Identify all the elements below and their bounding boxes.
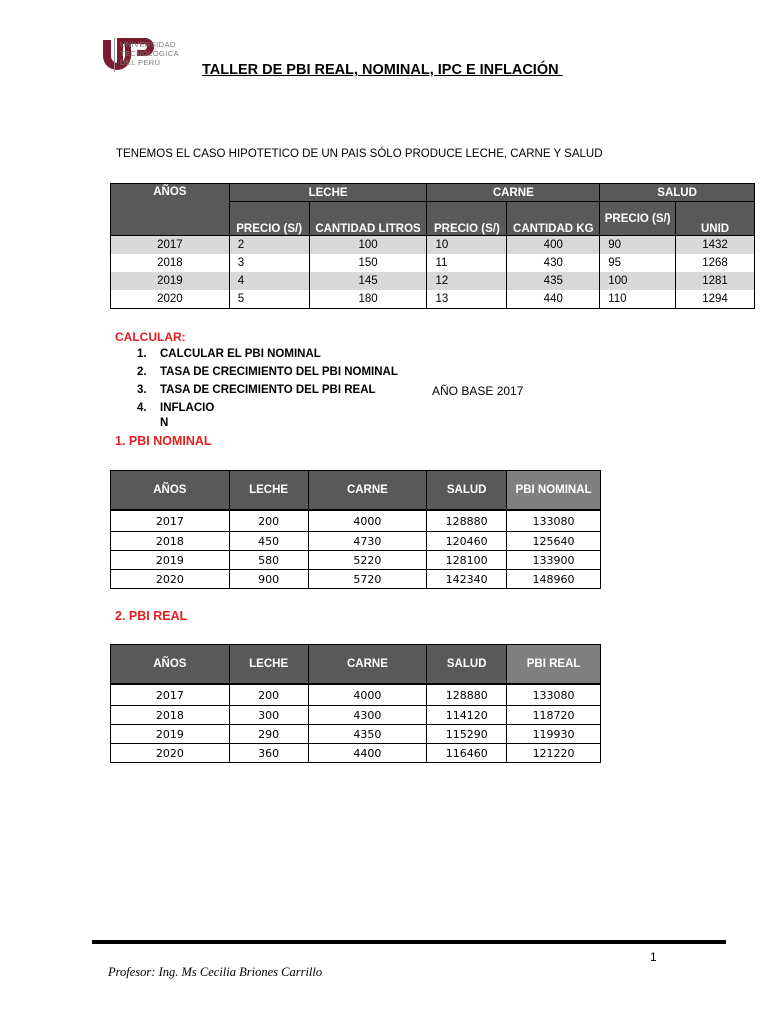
- footer-professor: Profesor: Ing. Ms Cecilia Briones Carrillo: [108, 965, 323, 979]
- cell: 125640: [507, 532, 601, 551]
- cell: 116460: [427, 744, 507, 763]
- cell: 4000: [308, 684, 427, 706]
- cell: 2019: [111, 272, 230, 290]
- table-row: [111, 254, 755, 272]
- header-cell: SALUD: [427, 645, 507, 685]
- cell: 128880: [427, 510, 507, 532]
- cell: 2020: [111, 744, 230, 763]
- cell: 2018: [111, 254, 230, 272]
- footer-rule: [92, 940, 726, 944]
- page-number: 1: [650, 950, 657, 964]
- list-number: 3.: [137, 384, 147, 396]
- cell: 2017: [111, 236, 230, 255]
- cell: 360: [229, 744, 308, 763]
- cell: 1268: [676, 254, 755, 272]
- list-text: N: [160, 417, 169, 429]
- cell: 128880: [427, 684, 507, 706]
- cell: 100: [600, 272, 676, 290]
- cell: 1432: [676, 236, 755, 255]
- cell: 119930: [507, 725, 601, 744]
- calc-list: [137, 348, 398, 435]
- cell: 4000: [308, 510, 427, 532]
- data-table: [110, 183, 755, 309]
- header-cell: AÑOS: [111, 471, 230, 511]
- header-cell: PBI NOMINAL: [507, 471, 601, 511]
- header-cell: CARNE: [308, 645, 427, 685]
- table-row: [111, 744, 601, 763]
- list-number: 1.: [137, 348, 147, 360]
- cell: 145: [309, 272, 427, 290]
- cell: 2018: [111, 532, 230, 551]
- list-number: 2.: [137, 366, 147, 378]
- list-text: CALCULAR EL PBI NOMINAL: [160, 348, 321, 360]
- cell: 2017: [111, 684, 230, 706]
- section-title-real: 2. PBI REAL: [115, 609, 188, 623]
- header-carne: CARNE: [427, 184, 600, 202]
- cell: 290: [229, 725, 308, 744]
- header-cell: AÑOS: [111, 645, 230, 685]
- header-salud: SALUD: [600, 184, 755, 202]
- cell: 95: [600, 254, 676, 272]
- logo-divider: [114, 38, 115, 72]
- table-row: [111, 532, 601, 551]
- real-table: [110, 644, 601, 763]
- cell: 300: [229, 706, 308, 725]
- table-row: [111, 551, 601, 570]
- cell: 3: [229, 254, 309, 272]
- cell: 133900: [507, 551, 601, 570]
- logo-line-3: DEL PERÚ: [120, 58, 161, 67]
- cell: 142340: [427, 570, 507, 589]
- cell: 1281: [676, 272, 755, 290]
- cell: 1294: [676, 290, 755, 309]
- table-row: [111, 236, 755, 255]
- cell: 133080: [507, 684, 601, 706]
- table-row: [111, 290, 755, 309]
- cell: 4400: [308, 744, 427, 763]
- list-text: INFLACIO: [160, 402, 215, 414]
- cell: 180: [309, 290, 427, 309]
- list-item: [137, 366, 398, 384]
- calc-title: CALCULAR:: [115, 330, 186, 344]
- sub-header: PRECIO (S/): [600, 202, 676, 236]
- sub-header: PRECIO (S/): [427, 202, 507, 236]
- intro-text: TENEMOS EL CASO HIPOTETICO DE UN PAIS SÓLO PRODUCE LECHE, CARNE Y SALUD: [116, 148, 603, 160]
- header-cell: LECHE: [229, 645, 308, 685]
- header-cell: SALUD: [427, 471, 507, 511]
- cell: 2: [229, 236, 309, 255]
- sub-header: CANTIDAD LITROS: [309, 202, 427, 236]
- cell: 900: [229, 570, 308, 589]
- list-text: TASA DE CRECIMIENTO DEL PBI REAL: [160, 384, 376, 396]
- cell: 4730: [308, 532, 427, 551]
- list-number: 4.: [137, 402, 147, 414]
- cell: 200: [229, 684, 308, 706]
- cell: 148960: [507, 570, 601, 589]
- cell: 2017: [111, 510, 230, 532]
- cell: 118720: [507, 706, 601, 725]
- list-text: TASA DE CRECIMIENTO DEL PBI NOMINAL: [160, 366, 398, 378]
- cell: 450: [229, 532, 308, 551]
- logo-line-2: TECNOLÓGICA: [120, 49, 179, 58]
- list-item: [137, 348, 398, 366]
- logo-text: [120, 40, 179, 67]
- cell: 430: [507, 254, 600, 272]
- header-cell: LECHE: [229, 471, 308, 511]
- cell: 580: [229, 551, 308, 570]
- cell: 2020: [111, 570, 230, 589]
- cell: 150: [309, 254, 427, 272]
- header-cell: CARNE: [308, 471, 427, 511]
- cell: 440: [507, 290, 600, 309]
- cell: 114120: [427, 706, 507, 725]
- table-row: [111, 725, 601, 744]
- nominal-table: [110, 470, 601, 589]
- cell: 128100: [427, 551, 507, 570]
- list-item: [137, 417, 398, 435]
- sub-header: UNID: [676, 202, 755, 236]
- cell: 133080: [507, 510, 601, 532]
- table-row: [111, 272, 755, 290]
- cell: 10: [427, 236, 507, 255]
- cell: 4300: [308, 706, 427, 725]
- table-row: [111, 510, 601, 532]
- cell: 115290: [427, 725, 507, 744]
- cell: 400: [507, 236, 600, 255]
- cell: 2020: [111, 290, 230, 309]
- cell: 5: [229, 290, 309, 309]
- logo-line-1: UNIVERSIDAD: [120, 40, 176, 49]
- table-row: [111, 570, 601, 589]
- header-leche: LECHE: [229, 184, 427, 202]
- cell: 121220: [507, 744, 601, 763]
- section-title-nominal: 1. PBI NOMINAL: [115, 434, 212, 448]
- cell: 4350: [308, 725, 427, 744]
- cell: 5720: [308, 570, 427, 589]
- cell: 11: [427, 254, 507, 272]
- cell: 12: [427, 272, 507, 290]
- cell: 200: [229, 510, 308, 532]
- list-item: [137, 402, 398, 417]
- cell: 435: [507, 272, 600, 290]
- sub-header: PRECIO (S/): [229, 202, 309, 236]
- cell: 13: [427, 290, 507, 309]
- page-title: TALLER DE PBI REAL, NOMINAL, IPC E INFLACIÓN: [202, 62, 563, 78]
- table-row: [111, 706, 601, 725]
- cell: 2019: [111, 551, 230, 570]
- cell: 5220: [308, 551, 427, 570]
- cell: 100: [309, 236, 427, 255]
- cell: 90: [600, 236, 676, 255]
- cell: 2019: [111, 725, 230, 744]
- cell: 120460: [427, 532, 507, 551]
- list-item: [137, 384, 398, 402]
- table-row: [111, 684, 601, 706]
- cell: 4: [229, 272, 309, 290]
- cell: 110: [600, 290, 676, 309]
- cell: 2018: [111, 706, 230, 725]
- base-year-note: AÑO BASE 2017: [432, 384, 524, 398]
- sub-header: CANTIDAD KG: [507, 202, 600, 236]
- header-cell: PBI REAL: [507, 645, 601, 685]
- header-years: AÑOS: [111, 184, 230, 236]
